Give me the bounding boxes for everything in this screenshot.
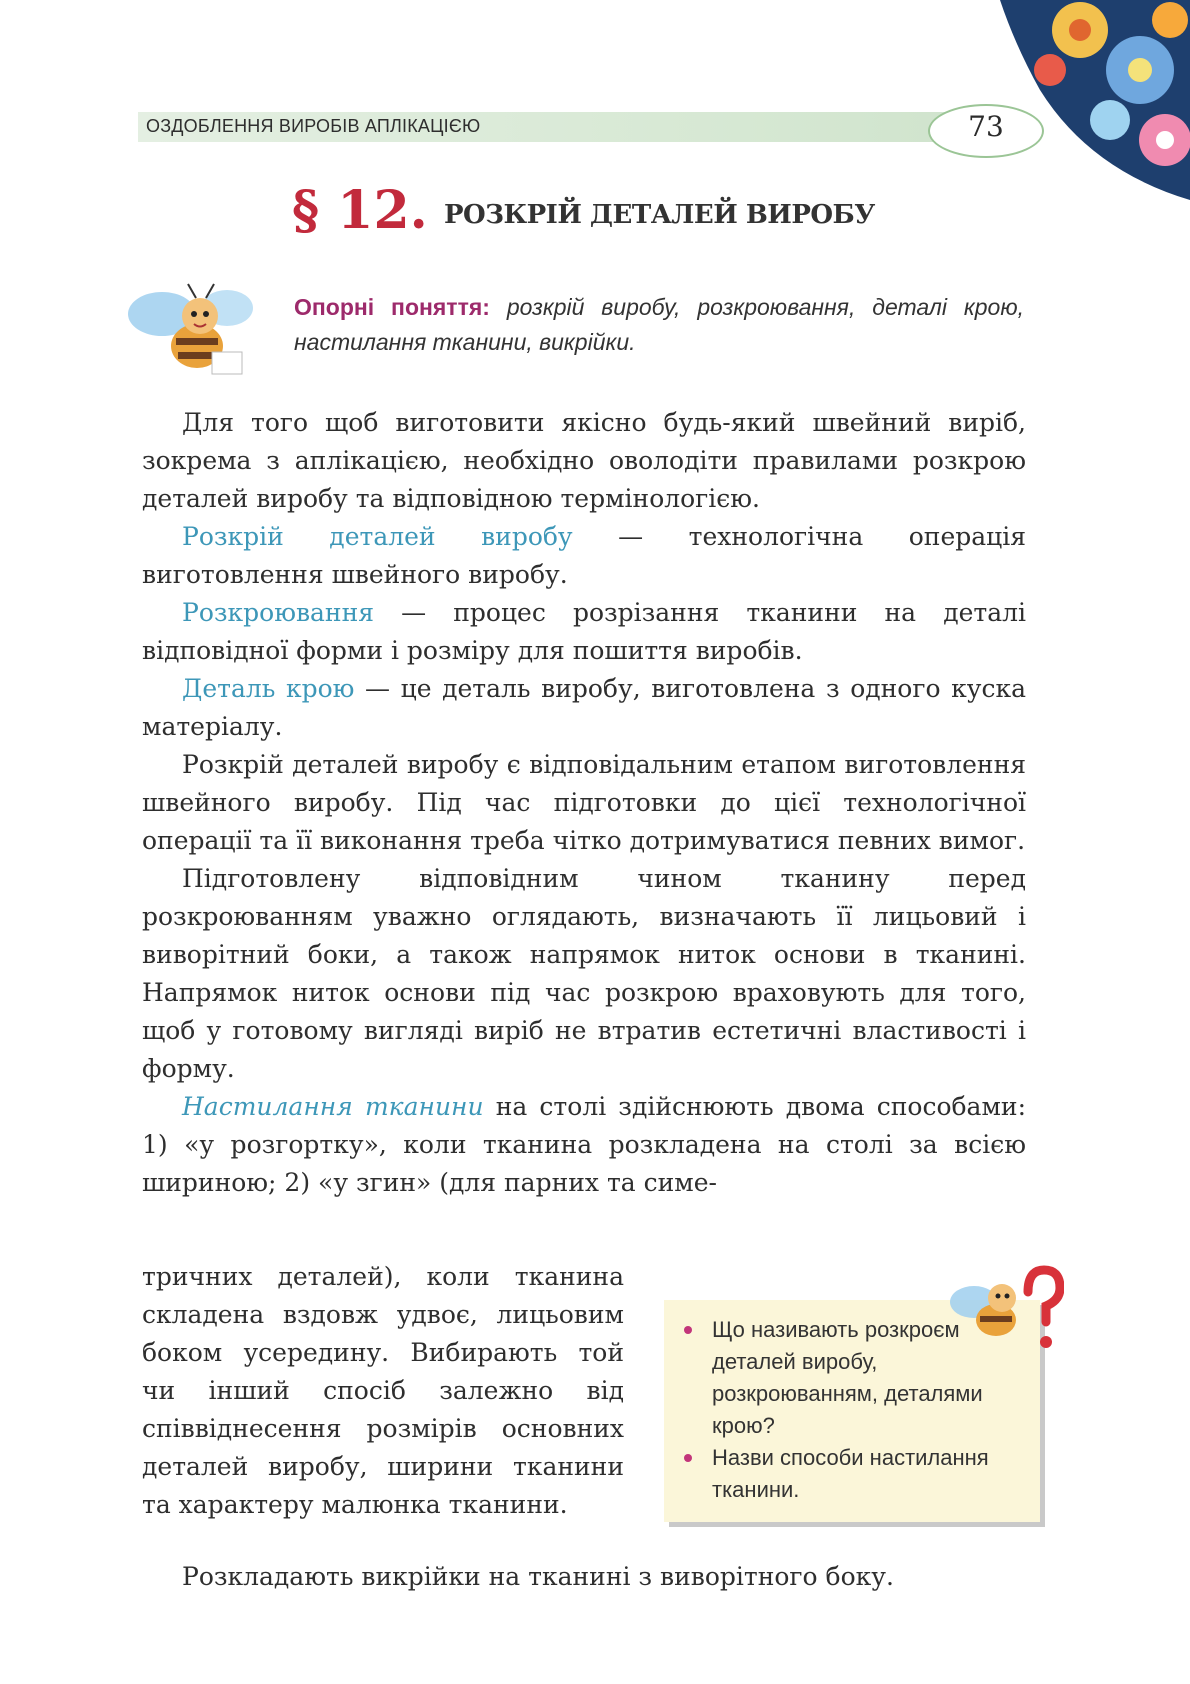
page-number: 73 bbox=[968, 110, 1004, 143]
bullet-icon bbox=[684, 1326, 692, 1334]
paragraph-7 bbox=[142, 1088, 1026, 1202]
paragraph-2-text: — технологічна операція виготовлення швейного виробу. bbox=[142, 522, 1026, 589]
paragraph-2 bbox=[142, 518, 1026, 594]
bee-question-icon bbox=[944, 1262, 1064, 1358]
paragraph-4 bbox=[142, 670, 1026, 746]
paragraph-3-text: — процес розрізання тканини на деталі відповідної форми і розміру для пошиття виробів. bbox=[142, 598, 1026, 665]
paragraph-7-text: на столі здійснюють двома способами: 1) «у розгортку», коли тканина розкладена на столі за всією шириною; 2) «у згин» (для парних та симе- bbox=[142, 1092, 1026, 1197]
key-concepts bbox=[294, 290, 1024, 360]
body-text bbox=[142, 404, 1026, 1202]
term-detal-kroiu: Деталь крою bbox=[182, 674, 355, 703]
term-rozkroiuvannia: Розкроювання bbox=[182, 598, 375, 627]
term-rozkrii: Розкрій деталей виробу bbox=[182, 522, 573, 551]
bullet-icon bbox=[684, 1454, 692, 1462]
paragraph-7-wrap: тричних деталей), коли тканина складена вздовж удвоє, лицьовим боком усередину. Вибирають той чи інший спосіб залежно від співвіднесення розмірів основних деталей виробу, ширини тканини та характеру малюнка тканини. bbox=[142, 1262, 624, 1519]
running-title: ОЗДОБЛЕННЯ ВИРОБІВ АПЛІКАЦІЄЮ bbox=[146, 116, 481, 136]
section-title: РОЗКРІЙ ДЕТАЛЕЙ ВИРОБУ bbox=[444, 200, 875, 230]
paragraph-4-text: — це деталь виробу, виготовлена з одного куска матеріалу. bbox=[142, 674, 1026, 741]
key-concepts-terms: розкрій виробу, розкроювання, деталі крою, настилання тканини, викрійки. bbox=[294, 294, 1025, 355]
flower-decoration-icon bbox=[960, 0, 1190, 200]
paragraph-1: Для того щоб виготовити якісно будь-який швейний виріб, зокрема з аплікацією, необхідно оволодіти правилами розкрою деталей виробу та відповідною термінологією. bbox=[142, 408, 1026, 513]
paragraph-5: Розкрій деталей виробу є відповідальним етапом виготовлення швейного виробу. Під час підготовки до цієї технологічної операції та її виконання треба чітко дотримуватися певних вимог. bbox=[142, 750, 1026, 855]
paragraph-7-continued bbox=[142, 1258, 624, 1524]
question-text: Назви способи настилання тканини. bbox=[712, 1445, 989, 1502]
term-nastylannia: Настилання тканини bbox=[182, 1092, 484, 1121]
section-number: § 12. bbox=[292, 180, 428, 241]
paragraph-3 bbox=[142, 594, 1026, 670]
key-concepts-label: Опорні поняття: bbox=[294, 294, 490, 320]
bee-mascot-icon bbox=[122, 274, 262, 384]
paragraph-6: Підготовлену відповідним чином тканину перед розкроюванням уважно оглядають, визначають її лицьовий і виворітний боки, а також напрямок ниток основи в тканині. Напрямок ниток основи під час розкрою враховують для того, щоб у готовому вигляді виріб не втратив естетичні властивості і форму. bbox=[142, 864, 1026, 1083]
question-text: Що називають розкроєм деталей виробу, розкроюванням, деталями крою? bbox=[712, 1317, 983, 1438]
question-item bbox=[678, 1442, 1028, 1506]
paragraph-8: Розкладають викрійки на тканині з виворітного боку. bbox=[182, 1562, 894, 1591]
